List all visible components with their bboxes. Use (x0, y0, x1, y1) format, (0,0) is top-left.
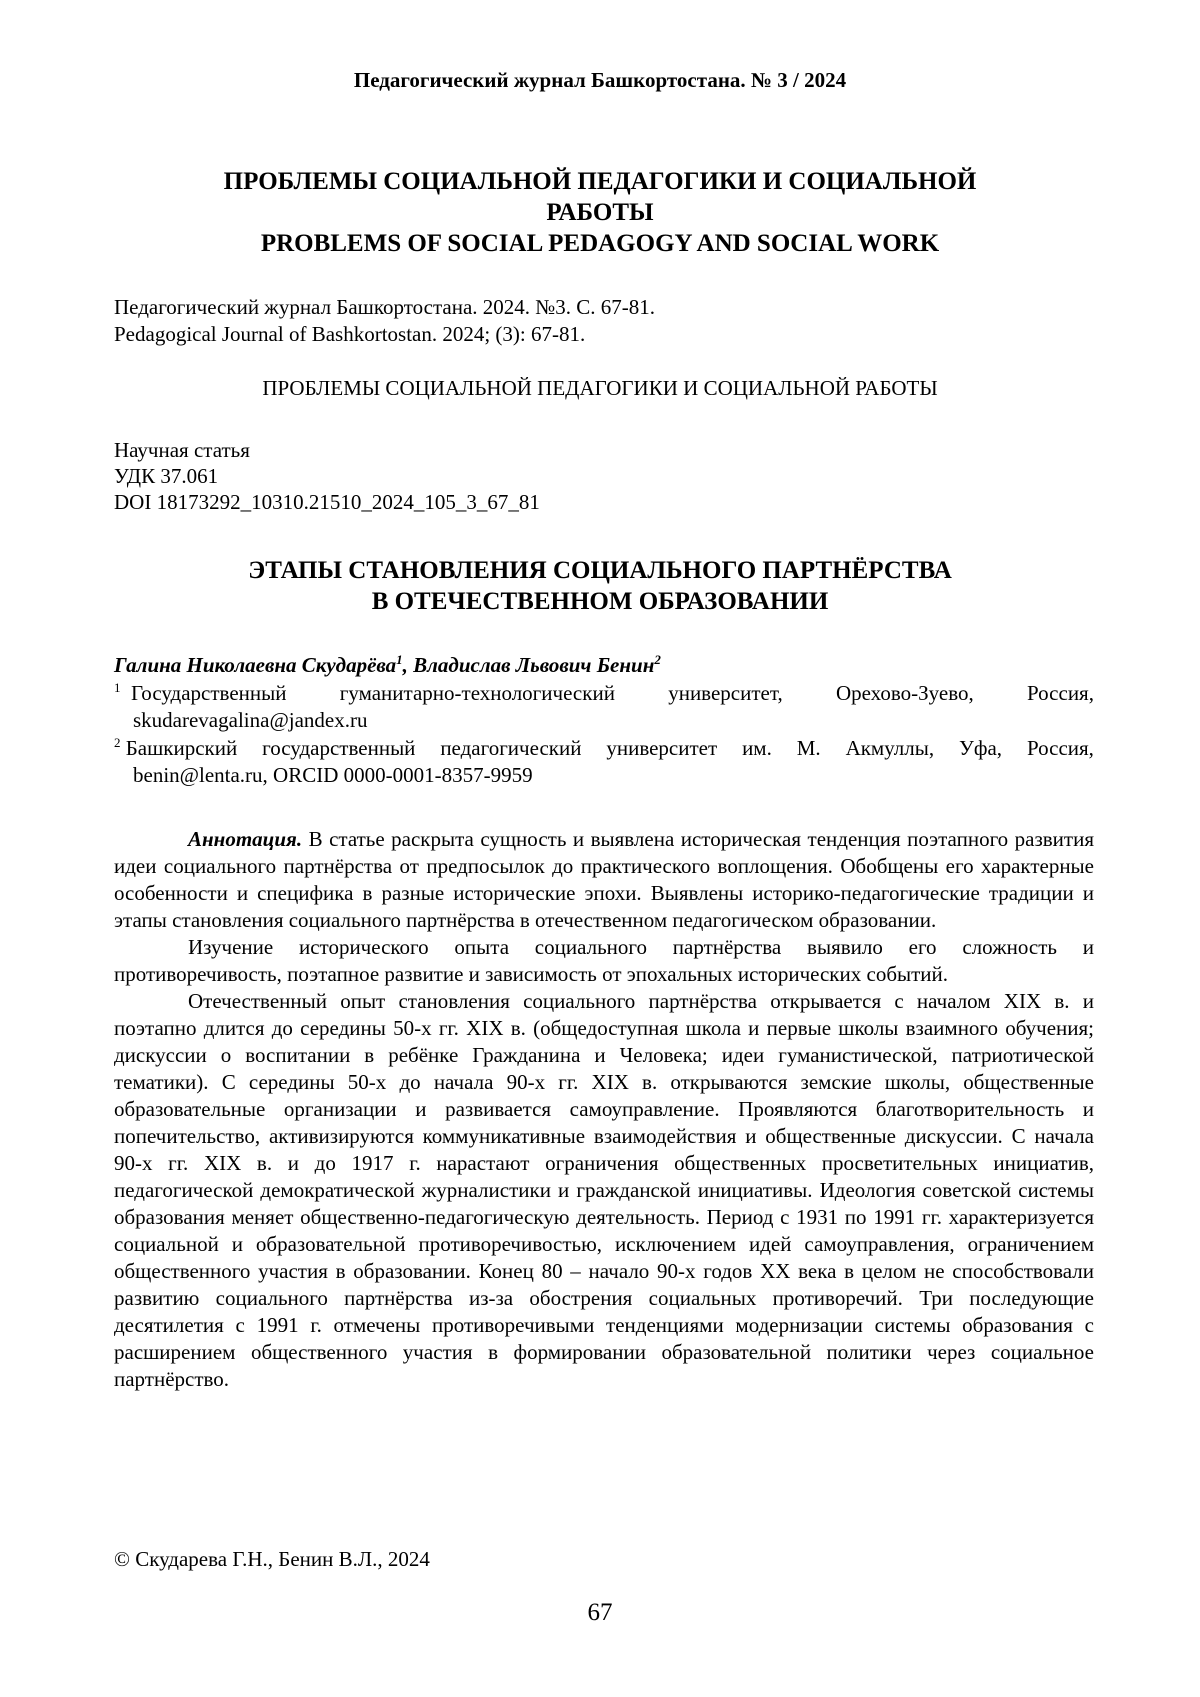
author-2-affil-mark: 2 (654, 652, 661, 667)
abstract-paragraph-1-text: В статье раскрыта сущность и выявлена историческая тенденция поэтапного развития идеи социального партнёрства от предпосылок до практического воплощения. Обобщены его характерные особенности и специфика в разные исторические эпохи. Выявлены историко-педагогические традиции и этапы становления социального партнёрства в отечественном педагогическом образовании. (114, 827, 1094, 932)
affiliation-word: гуманитарно-технологический (339, 681, 615, 705)
affiliation-1 (114, 680, 1094, 734)
affiliation-1-email: skudarevagalina@jandex.ru (133, 708, 368, 732)
udc-code: УДК 37.061 (114, 464, 219, 488)
abstract-label: Аннотация. (188, 827, 303, 851)
page-number: 67 (587, 1599, 613, 1626)
author-1: Галина Николаевна Скударёва (114, 653, 397, 677)
citation-ru: Педагогический журнал Башкортостана. 2024. №3. С. 67-81. (114, 295, 656, 319)
affiliation-2-contact: benin@lenta.ru, ORCID 0000-0001-8357-9959 (133, 763, 533, 787)
abstract-paragraph-1 (114, 826, 1094, 934)
section-heading-en: PROBLEMS OF SOCIAL PEDAGOGY AND SOCIAL WORK (260, 230, 940, 257)
affiliation-word: Россия, (1027, 681, 1094, 705)
abstract-paragraph-2: Изучение исторического опыта социального партнёрства выявило его сложность и противоречивость, поэтапное развитие и зависимость от эпохальных исторических событий. (114, 935, 1094, 986)
section-heading-ru-line1: ПРОБЛЕМЫ СОЦИАЛЬНОЙ ПЕДАГОГИКИ И СОЦИАЛЬНОЙ (223, 168, 977, 195)
authors-line (114, 652, 661, 678)
author-2: Владислав Львович Бенин (413, 653, 655, 677)
article-meta (114, 437, 540, 515)
affiliation-2 (114, 735, 1094, 789)
affiliation-word: им. (742, 736, 772, 760)
running-header: Педагогический журнал Башкортостана. № 3 / 2024 (353, 68, 847, 92)
author-1-affil-mark: 1 (396, 652, 403, 667)
affiliation-1-num: 1 (114, 680, 121, 695)
abstract-paragraph-3: Отечественный опыт становления социального партнёрства открывается с началом XIX в. и поэтапно длится до середины 50-х гг. XIX в. (общедоступная школа и первые школы взаимного обучения; дискуссии о воспитании в ребёнке Гражданина и Человека; идеи гуманистической, патриотической тематики). С середины 50-х до начала 90-х гг. XIX в. открываются земские школы, общественные образовательные организации и развивается самоуправление. Проявляются благотворительность и попечительство, активизируются коммуникативные взаимодействия и общественные дискуссии. С начала 90-х гг. XIX в. и до 1917 г. нарастают ограничения общественных просветительных инициатив, педагогической демократической журналистики и гражданской инициативы. Идеология советской системы образования меняет общественно-педагогическую деятельность. Период с 1931 по 1991 гг. характеризуется социальной и образовательной противоречивостью, исключением идей самоуправления, ограничением общественного участия в образовании. Конец 80 – начало 90-х годов XX века в целом не способствовали развитию социального партнёрства из-за обострения социальных противоречий. Три последующие десятилетия с 1991 г. отмечены противоречивыми тенденциями модернизации системы образования с расширением общественного участия в формировании образовательной политики через социальное партнёрство. (114, 989, 1094, 1391)
affiliation-1-start (114, 680, 286, 707)
article-title-line1: ЭТАПЫ СТАНОВЛЕНИЯ СОЦИАЛЬНОГО ПАРТНЁРСТВА (248, 557, 952, 584)
affiliation-2-start (114, 735, 237, 762)
doi: DOI 18173292_10310.21510_2024_105_3_67_81 (114, 490, 540, 514)
affiliation-word: Акмуллы, (845, 736, 935, 760)
article-type: Научная статья (114, 438, 250, 462)
affiliation-word: Государственный (131, 681, 287, 705)
article-title (150, 555, 1050, 617)
affiliation-2-line1 (114, 735, 1094, 762)
affiliation-word: Россия, (1026, 736, 1094, 760)
abstract (114, 826, 1094, 1393)
section-heading-ru-line2: РАБОТЫ (546, 199, 654, 226)
affiliation-word: Уфа, (959, 736, 1003, 760)
affiliation-word: педагогический (440, 736, 582, 760)
article-title-line2: В ОТЕЧЕСТВЕННОМ ОБРАЗОВАНИИ (371, 588, 829, 615)
citation-en: Pedagogical Journal of Bashkortostan. 2024; (3): 67-81. (114, 322, 586, 346)
affiliation-word: Орехово-Зуево, (835, 681, 974, 705)
author-separator: , (402, 653, 414, 677)
citation-block (114, 294, 655, 348)
affiliation-word: университет, (668, 681, 783, 705)
affiliation-1-line1 (114, 680, 1094, 707)
affiliation-word: государственный (262, 736, 416, 760)
section-line: ПРОБЛЕМЫ СОЦИАЛЬНОЙ ПЕДАГОГИКИ И СОЦИАЛЬНОЙ РАБОТЫ (262, 376, 938, 400)
affiliation-word: университет (606, 736, 718, 760)
affiliation-word: Башкирский (125, 736, 238, 760)
copyright-notice: © Скударева Г.Н., Бенин В.Л., 2024 (114, 1547, 430, 1571)
affiliation-2-num: 2 (114, 735, 121, 750)
section-heading (150, 166, 1050, 259)
affiliation-word: М. (796, 736, 821, 760)
